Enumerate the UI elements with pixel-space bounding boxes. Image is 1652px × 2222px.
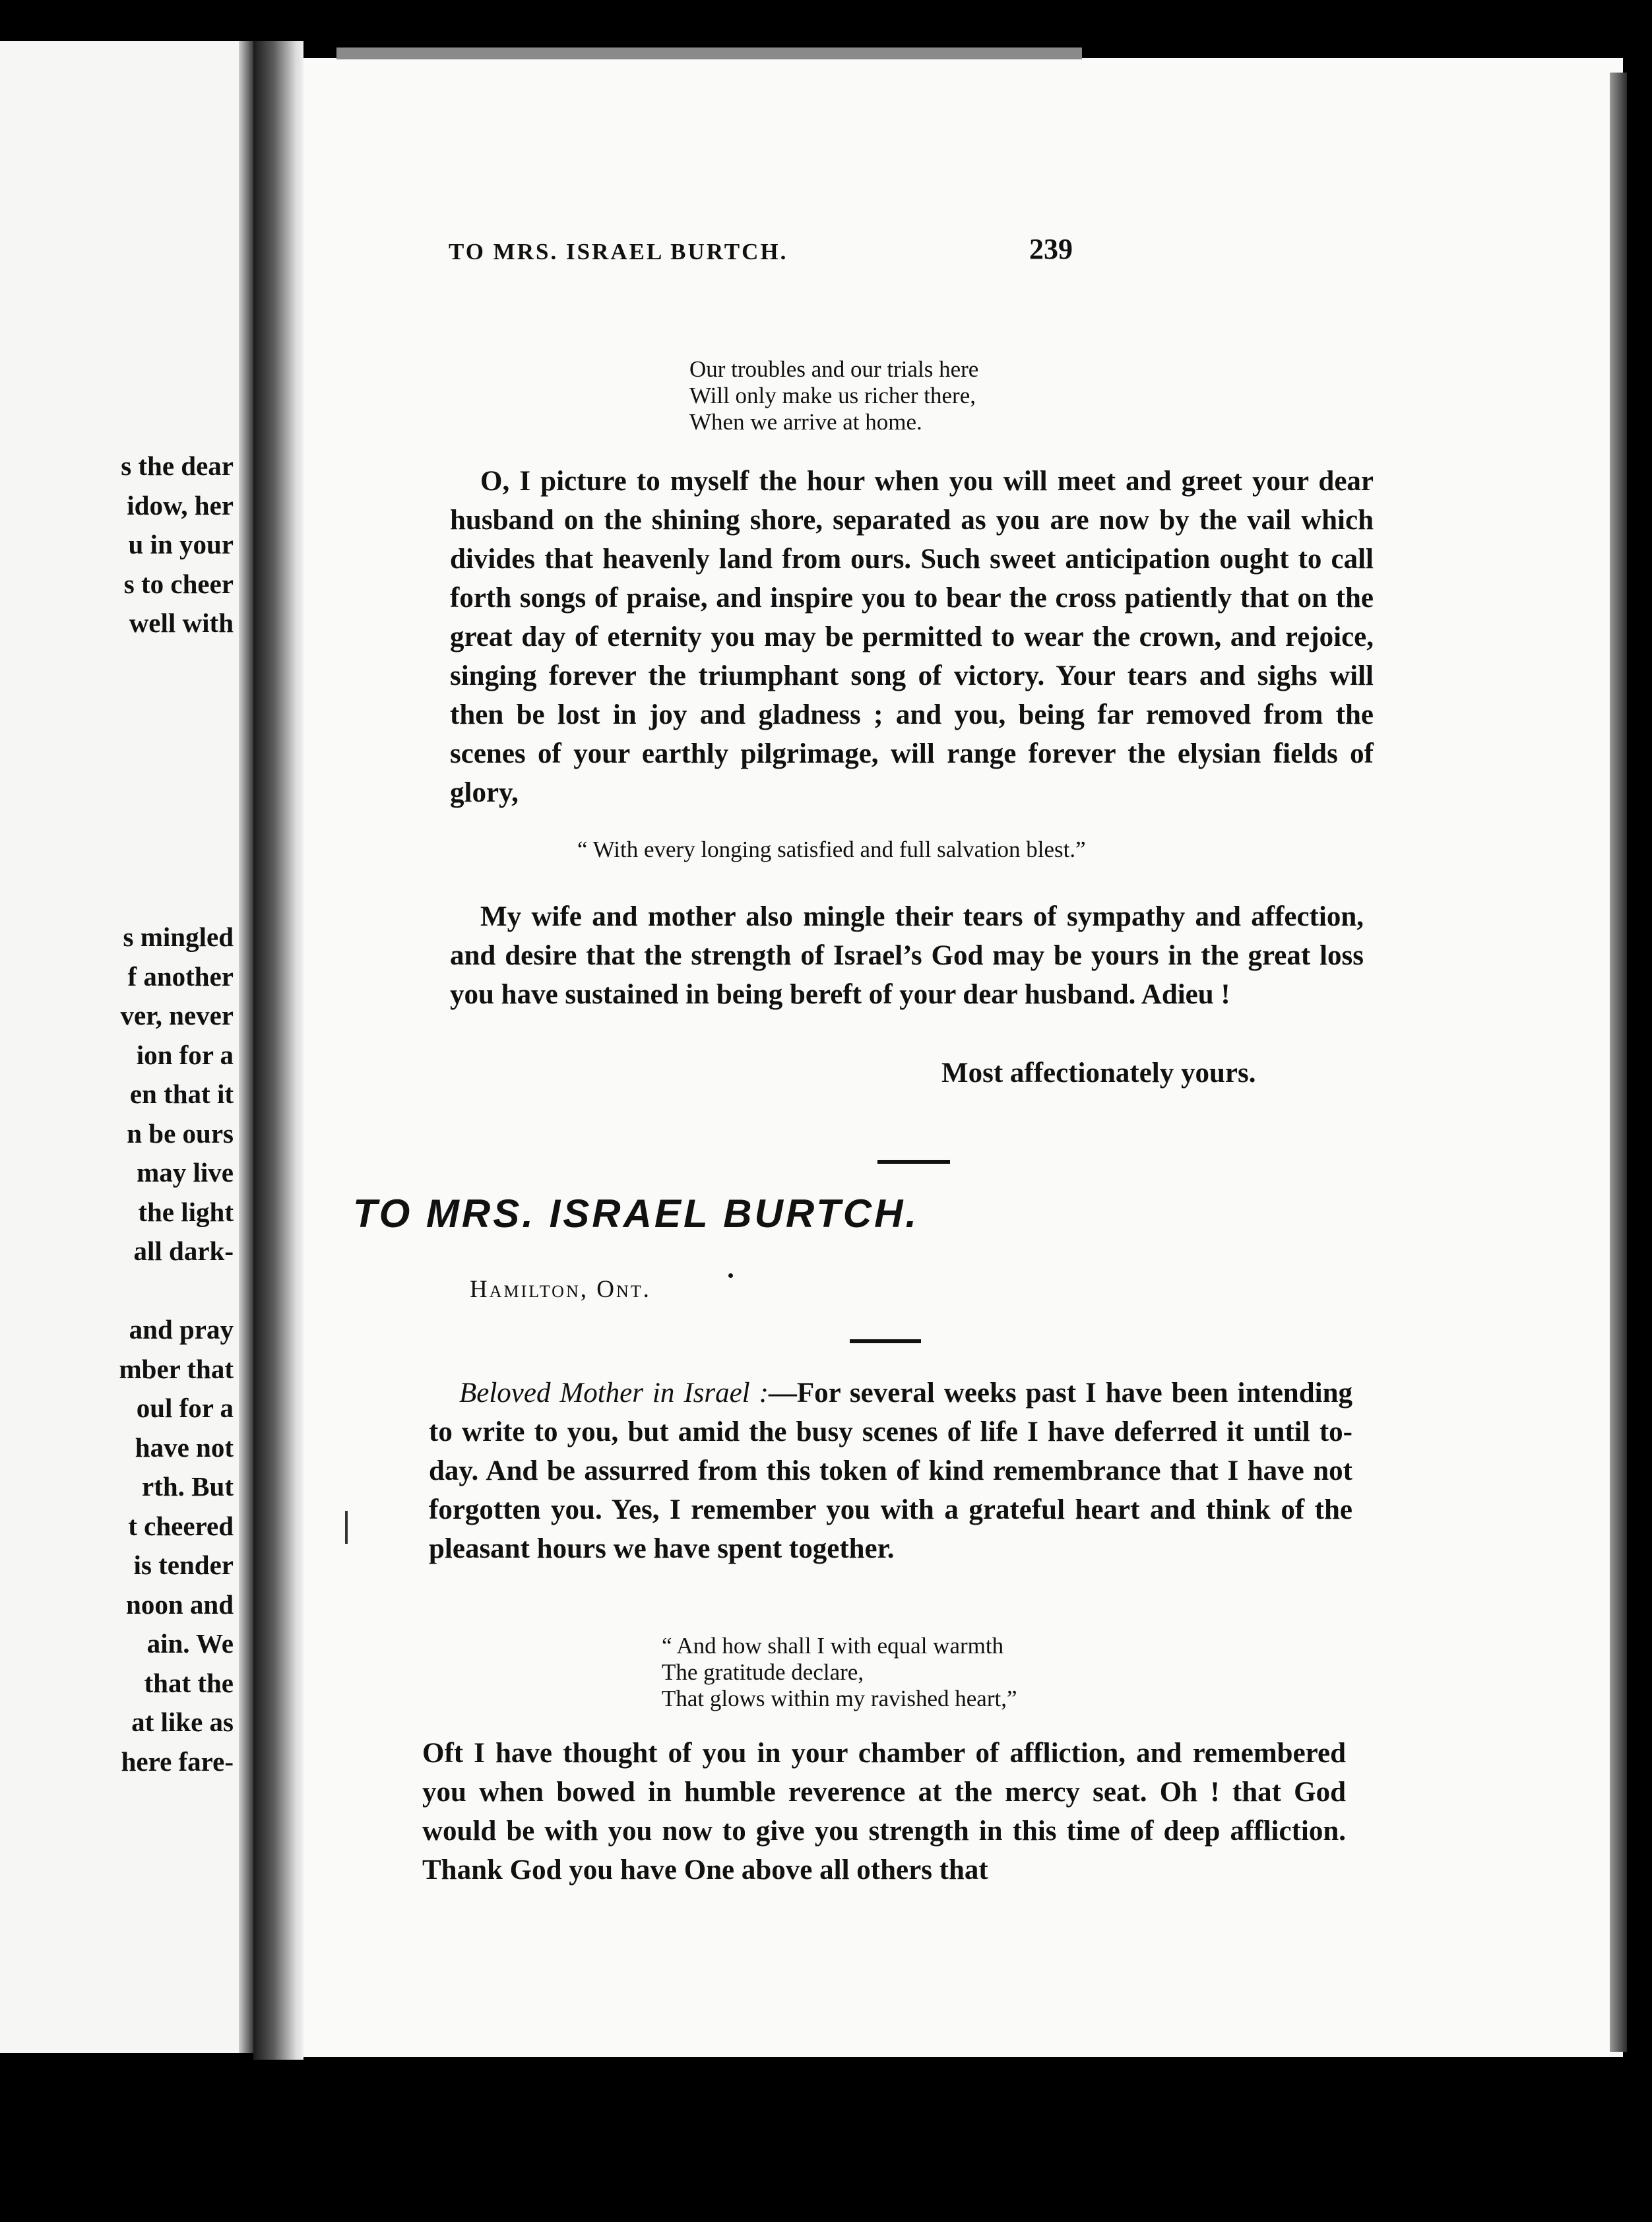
left-page-binding	[239, 41, 253, 2053]
left-page-line: u in your	[128, 529, 234, 559]
closing-line: Most affectionately yours.	[941, 1058, 1256, 1089]
left-page-line: noon and	[126, 1589, 234, 1620]
left-page-line: s mingled	[123, 922, 234, 952]
left-page-line: f another	[127, 961, 234, 992]
left-page-line: s to cheer	[123, 568, 234, 599]
section-divider	[877, 1160, 950, 1164]
left-page-line: is tender	[133, 1550, 234, 1580]
paragraph-4: Oft I have thought of you in your chamber of affliction, and remembered you when bowed in humble reverence at the mercy seat. Oh ! that God would be with you now to give you strength in this time of deep affliction. Thank God you have One above all others that	[422, 1738, 1346, 1886]
paragraph-3-body: —For several weeks past I have been intending to write to you, but amid the busy scenes of life I have deferred it until to-day. And be assurred from this token of kind remembrance that I have not forgotten you. Yes, I remember you with a grateful heart and think of the pleasant hours we have spent together.	[429, 1378, 1352, 1564]
place-line: Hamilton, Ont.	[470, 1276, 651, 1303]
right-page-edge	[1610, 73, 1627, 2052]
page-number: 239	[1029, 233, 1073, 265]
left-page-line: at like as	[131, 1707, 234, 1737]
left-page-line: here fare-	[121, 1746, 234, 1777]
left-page-line: may live	[137, 1157, 234, 1188]
stray-dot	[728, 1273, 733, 1278]
verse-1: Our troubles and our trials here Will only make us richer there, When we arrive at home.	[689, 356, 979, 435]
salutation: Beloved Mother in Israel :	[459, 1378, 769, 1409]
book-gutter	[253, 41, 303, 2060]
place-divider	[850, 1339, 921, 1343]
left-page-line: oul for a	[136, 1393, 234, 1423]
left-page-line: the light	[138, 1196, 234, 1227]
paragraph-1: O, I picture to myself the hour when you will meet and greet your dear husband on the shining shore, separated as you are now by the vail which divides that heavenly land from ours. Such sweet anticipation ought to call forth songs of praise, and inspire you to bear the cross patiently that on the great day of eternity you may be permitted to wear the crown, and rejoice, singing forever the triumphant song of victory. Your tears and sighs will then be lost in joy and gladness ; and you, being far removed from the scenes of your earthly pilgrimage, will range forever the elysian fields of glory,	[450, 466, 1374, 808]
left-page-line: t cheered	[128, 1510, 234, 1541]
left-page-line: ain. We	[146, 1628, 234, 1659]
paragraph-3	[429, 1374, 1352, 1568]
left-page-text	[0, 41, 234, 2053]
running-head: TO MRS. ISRAEL BURTCH.	[449, 239, 788, 265]
left-page-line: s the dear	[121, 451, 234, 481]
left-page-line: and pray	[129, 1314, 234, 1345]
left-page-line: have not	[135, 1432, 234, 1463]
left-page-line: well with	[129, 608, 234, 638]
left-page	[0, 41, 253, 2053]
left-page-line: n be ours	[127, 1118, 234, 1149]
section-title: TO MRS. ISRAEL BURTCH.	[353, 1191, 920, 1236]
paragraph-2: My wife and mother also mingle their tears of sympathy and affection, and desire that the strength of Israel’s God may be yours in the great loss you have sustained in being bereft of your dear husband. Adieu !	[450, 901, 1364, 1010]
quotation-1: “ With every longing satisfied and full salvation blest.”	[577, 837, 1086, 862]
left-page-line: ver, never	[120, 1000, 234, 1031]
left-page-line: all dark-	[133, 1236, 234, 1266]
left-page-line: rth. But	[142, 1471, 234, 1502]
verse-2: “ And how shall I with equal warmth The gratitude declare, That glows within my ravished heart,”	[662, 1633, 1017, 1711]
left-page-line: en that it	[129, 1079, 234, 1109]
left-page-line: mber that	[119, 1353, 234, 1384]
left-page-line: that the	[144, 1667, 234, 1698]
stray-mark	[345, 1511, 348, 1544]
left-page-line: ion for a	[136, 1039, 234, 1070]
page-top-strip	[336, 48, 1082, 59]
left-page-line: idow, her	[127, 490, 234, 521]
